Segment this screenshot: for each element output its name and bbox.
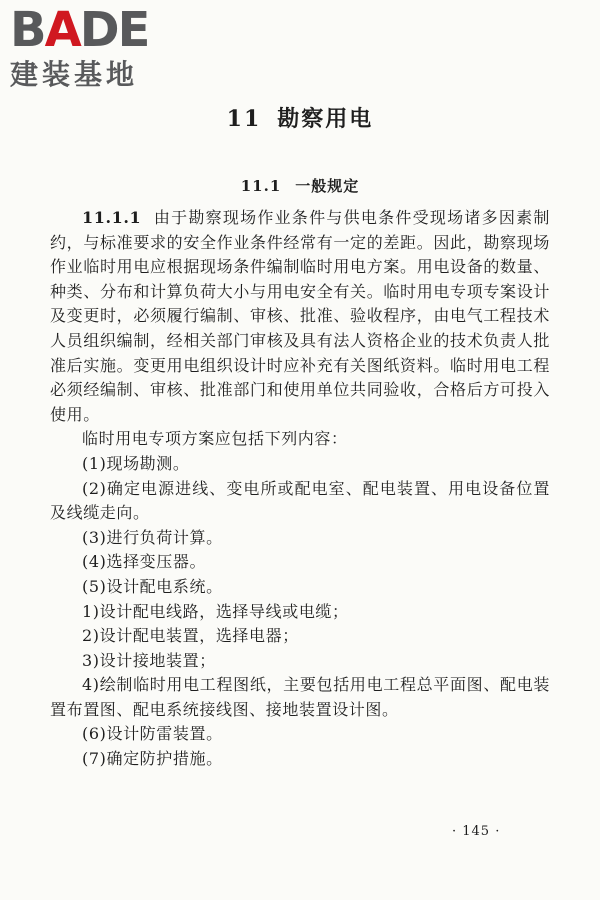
clause-paragraph [50,206,550,427]
list-item: (2)确定电源进线、变电所或配电室、配电装置、用电设备位置及线缆走向。 [50,478,550,523]
list-item: (3)进行负荷计算。 [82,527,223,547]
logo-wordmark: BADE [10,2,149,58]
list-item: (6)设计防雷装置。 [82,724,223,744]
list-item: (4)选择变压器。 [82,552,207,572]
list-item: 2)设计配电装置，选择电器； [82,626,299,646]
list-item: 4)绘制临时用电工程图纸，主要包括用电工程总平面图、配电装置布置图、配电系统接线图、接地装置设计图。 [50,675,550,719]
section-heading [0,175,600,196]
body-text [50,206,550,772]
chapter-number: 11 [226,106,262,132]
section-number: 11.1 [240,177,282,195]
chapter-heading [0,102,600,133]
list-item: 1)设计配电线路，选择导线或电缆； [82,601,349,621]
clause-text: 由于勘察现场作业条件与供电条件受现场诸多因素制约，与标准要求的安全作业条件经常有一定的差距。因此，勘察现场作业临时用电应根据现场条件编制临时用电方案。用电设备的数量、种类、分布和计算负荷大小与用电安全有关。临时用电专项专案设计及变更时，必须履行编制、审核、批准、验收程序，由电气工程技术人员组织编制，经相关部门审核及具有法人资格企业的技术负责人批准后实施。变更用电组织设计时应补充有关图纸资料。临时用电工程必须经编制、审核、批准部门和使用单位共同验收，合格后方可投入使用。 [50,208,550,424]
publisher-logo [10,4,175,92]
clause-number: 11.1.1 [82,208,142,227]
section-title: 一般规定 [295,177,360,195]
chapter-title: 勘察用电 [277,106,374,132]
list-item: (1)现场勘测。 [82,453,190,473]
page-number: · 145 · [452,824,501,839]
list-intro: 临时用电专项方案应包括下列内容： [82,429,348,449]
logo-subtitle: 建装基地 [10,58,139,91]
list-item: (5)设计配电系统。 [82,576,223,596]
list-item: 3)设计接地装置； [82,650,216,670]
list-item: (7)确定防护措施。 [82,749,223,769]
